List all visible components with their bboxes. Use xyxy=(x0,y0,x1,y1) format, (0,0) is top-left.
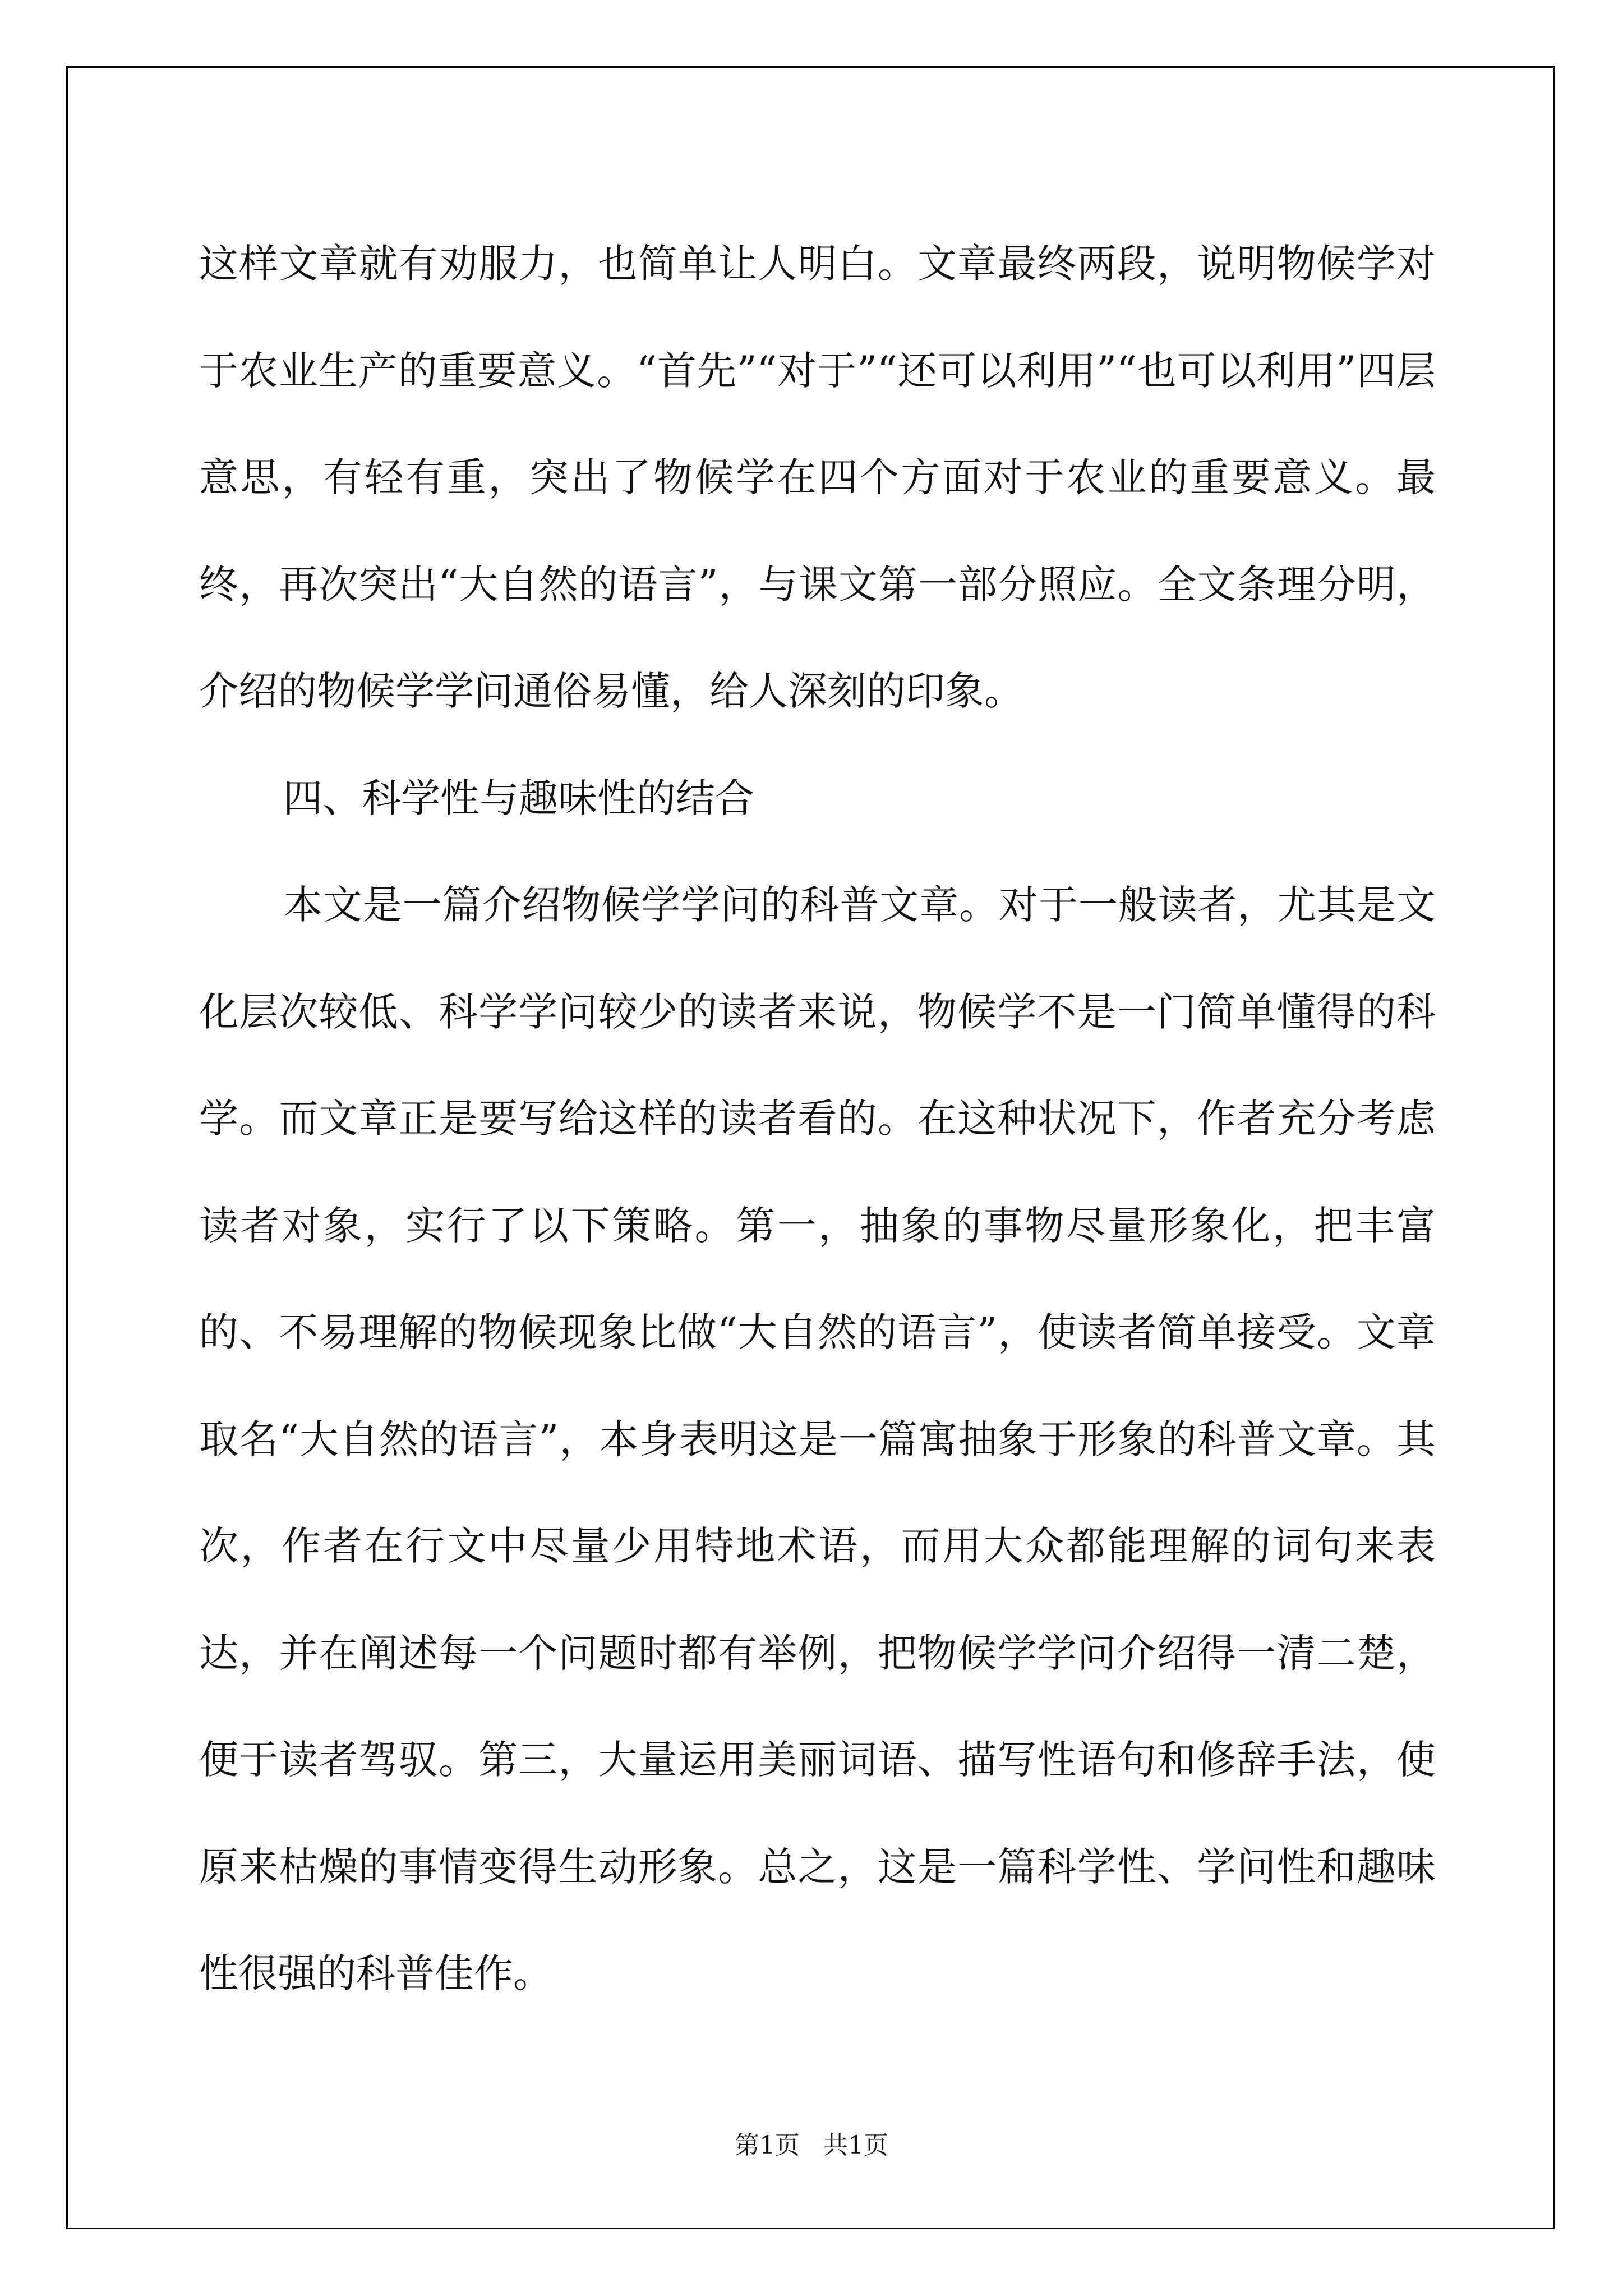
section-heading: 四、科学性与趣味性的结合 xyxy=(283,775,754,821)
document-body xyxy=(199,210,1436,2027)
paragraph: 本文是一篇介绍物候学学问的科普文章。对于一般读者，尤其是文化层次较低、科学学问较少的读者来说，物候学不是一门简单懂得的科学。而文章正是要写给这样的读者看的。在这种状况下，作者充分考虑读者对象，实行了以下策略。第一，抽象的事物尽量形象化，把丰富的、不易理解的物候现象比做“大自然的语言”，使读者简单接受。文章取名“大自然的语言”，本身表明这是一篇寓抽象于形象的科普文章。其次，作者在行文中尽量少用特地术语，而用大众都能理解的词句来表达，并在阐述每一个问题时都有举例，把物候学学问介绍得一清二楚，便于读者驾驭。第三，大量运用美丽词语、描写性语句和修辞手法，使原来枯燥的事情变得生动形象。总之，这是一篇科学性、学问性和趣味性很强的科普佳作。 xyxy=(199,882,1436,1996)
paragraph-continuation: 这样文章就有劝服力，也简单让人明白。文章最终两段，说明物候学对于农业生产的重要意义。“首先”“对于”“还可以利用”“也可以利用”四层意思，有轻有重，突出了物候学在四个方面对于农业的重要意义。最终，再次突出“大自然的语言”，与课文第一部分照应。全文条理分明，介绍的物候学学问通俗易懂，给人深刻的印象。 xyxy=(199,241,1436,714)
page-number: 第1页 xyxy=(735,2131,800,2160)
page-footer xyxy=(0,2125,1623,2161)
page-total: 共1页 xyxy=(823,2131,888,2160)
